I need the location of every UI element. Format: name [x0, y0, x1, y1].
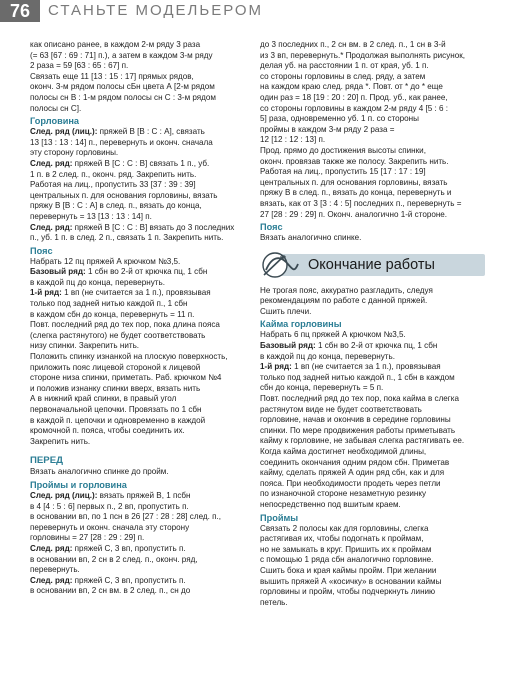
text-line [30, 586, 252, 597]
text-line [260, 199, 485, 210]
armholes-heading: Проймы [260, 512, 299, 523]
text-line: но не замыкать в круг. Пришить их к проймам [260, 544, 432, 554]
finishing-intro [260, 286, 485, 318]
text-line [30, 257, 252, 268]
text-line [30, 278, 252, 289]
row-text: Повт. последний ряд до тех пор, пока кайма в слегка [260, 394, 459, 404]
row-text: соединить окончания одним рядом сбн. Приметав [260, 457, 450, 467]
row-text: только под задней нитью каждой п., 1 сбн в каждом [260, 372, 455, 382]
text-line [260, 362, 485, 373]
row-text: п., уб. 1 п. в след. 2 п., связать 1 п. Закрепить нить. [30, 233, 224, 243]
text-line [30, 576, 252, 587]
text-line [30, 148, 252, 159]
row-text: Набрать 6 пц пряжей А крючком №3,5. [260, 330, 406, 340]
row-text: проймы в каждом 3-м ряду 2 раза = [260, 124, 395, 134]
text-line [30, 267, 252, 278]
row-text: пряжей В [В : С : А], связать [99, 127, 205, 137]
text-line [260, 330, 485, 341]
row-label: След. ряд: [30, 158, 75, 168]
row-text: пряжей С, 3 вп, пропустить п. [74, 575, 186, 585]
row-text: в каждом сбн до конца, перевернуть = 11 п. [30, 309, 195, 319]
text-line [30, 138, 252, 149]
text-line [30, 299, 252, 310]
armholes-neckline-heading: Проймы и горловина [30, 479, 127, 490]
row-label: След. ряд: [30, 222, 75, 232]
row-text: 1 вп (не считается за 1 п.), провязывая [64, 288, 211, 298]
text-line [30, 437, 252, 448]
text-line [30, 491, 252, 502]
finishing-banner [260, 250, 485, 280]
back-intro [30, 40, 252, 114]
front-continued [260, 40, 485, 220]
text-line [260, 61, 485, 72]
text-line [30, 288, 252, 299]
row-text: вязать пряжей В, 1 псбн [99, 490, 191, 500]
row-text: 5] раза, одновременно уб. 1 п. со стороны [260, 114, 419, 124]
row-text: пряжей В [С : С : В] вязать до 3 последних [74, 222, 235, 232]
text-line: (= 63 [67 : 69 : 71] п.), а затем в каждом 3-м ряду [30, 50, 213, 60]
right-column [260, 40, 485, 608]
finishing-banner-title: Окончание работы [308, 256, 435, 273]
text-line [260, 405, 485, 416]
text-line: полосы сн С]. [30, 103, 82, 113]
row-text: делая уб. на расстоянии 1 п. от края, уб. 1 п. [260, 61, 429, 71]
row-text: 1 вп (не считается за 1 п.), провязывая [294, 362, 441, 372]
text-line: Сшить плечи. [260, 306, 312, 316]
text-line [30, 502, 252, 513]
text-line [260, 479, 485, 490]
row-label: След. ряд (лиц.): [30, 490, 100, 500]
row-text: в основании вп, 2 сн вм. в 2 след. п., сн до [30, 586, 191, 596]
row-text: в 4 [4 : 5 : 6] первых п., 2 вп, пропустить п. [30, 501, 189, 511]
row-text: Когда кайма достигнет необходимой длины, [260, 447, 427, 456]
belt-instructions [30, 257, 252, 448]
row-text: центральных п. для основания горловины, вязать [30, 190, 218, 200]
armholes-neckline-instructions [30, 491, 252, 597]
text-line [260, 178, 485, 189]
text-line [260, 458, 485, 469]
neckline-heading: Горловина [30, 116, 80, 127]
text-line [260, 341, 485, 352]
text-line [260, 352, 485, 363]
text-line [30, 212, 252, 223]
row-text: до 3 последних п., 2 сн вм. в 2 след. п., 1 сн в 3-й [260, 40, 446, 49]
text-line: Не трогая пояс, аккуратно разгладить, следуя [260, 285, 433, 295]
row-label: Базовый ряд: [30, 267, 88, 277]
front-heading: ПЕРЕД [30, 455, 63, 467]
text-line: как описано ранее, в каждом 2-м ряду 3 раза [30, 40, 201, 49]
text-line [30, 416, 252, 427]
row-text: эту сторону горловины. [30, 148, 119, 158]
text-line [30, 201, 252, 212]
row-text: один раз = 18 [19 : 20 : 20] п. Прод. уб., как ранее, [260, 92, 448, 102]
row-text: низу спинки. Закрепить нить. [30, 341, 140, 351]
text-line [260, 373, 485, 384]
row-text: со стороны горловины в каждом 2-м ряду 4 [5 : 6 : [260, 103, 449, 113]
row-text: спинки. По мере продвижения работы приметывать [260, 425, 456, 435]
row-text: кайму к горловине, не забывая слегка растягивать ее. [260, 436, 465, 446]
text-line [260, 167, 485, 178]
row-text: перевернуть = 13 [13 : 13 : 14] п. [30, 211, 152, 221]
text-line [30, 320, 252, 331]
neck-border-instructions [260, 330, 485, 510]
front-intro: Вязать аналогично спинке до пройм. [30, 467, 169, 477]
text-line [30, 310, 252, 321]
row-text: пояса. При необходимости продеть через петли [260, 478, 441, 488]
row-text: Повт. последний ряд до тех пор, пока длина пояса [30, 320, 220, 330]
neckline-instructions [30, 127, 252, 244]
text-line: Связать 2 полосы как для горловины, слегка [260, 523, 429, 533]
text-line [30, 191, 252, 202]
text-line [30, 384, 252, 395]
row-text: пряжу В в след. п., вязать до конца, перевернуть и [260, 188, 452, 198]
row-text: 1 сбн во 2-й от крючка пц, 1 сбн [317, 341, 438, 351]
text-line [260, 114, 485, 125]
text-line [30, 223, 252, 234]
text-line: петель. [260, 597, 288, 607]
text-line [30, 544, 252, 555]
row-text: из 3 вп, перевернуть.* Продолжая выполнять рисунок, [260, 50, 466, 60]
magazine-section-title: СТАНЬТЕ МОДЕЛЬЕРОМ [48, 2, 264, 19]
text-line [30, 170, 252, 181]
text-line [30, 533, 252, 544]
text-line [30, 565, 252, 576]
left-column [30, 40, 252, 597]
text-line: растягивая их, чтобы подогнать к проймам, [260, 534, 424, 544]
text-line [30, 233, 252, 244]
row-label: Базовый ряд: [260, 341, 318, 351]
row-text: кромочной п. пояса, чтобы соединить их. [30, 426, 185, 436]
row-text: горловины = 27 [28 : 29 : 29] п. [30, 533, 145, 543]
row-text: в каждой пц до конца, перевернуть. [260, 351, 395, 361]
row-label: 1-й ряд: [260, 362, 295, 372]
row-text: растянутом виде не будет соответствовать [260, 404, 422, 414]
row-text: Прод. прямо до достижения высоты спинки, [260, 145, 426, 155]
row-text: пряжей В [С : С : В] связать 1 п., уб. [74, 158, 210, 168]
row-text: Работая на лиц., пропустить 15 [17 : 17 : 19] [260, 167, 426, 177]
text-line [30, 341, 252, 352]
text-line [30, 363, 252, 374]
text-line [260, 447, 485, 458]
row-text: 13 [13 : 13 : 14] п., перевернуть и оконч. сначала [30, 137, 213, 147]
page-number: 76 [0, 0, 40, 22]
text-line [30, 555, 252, 566]
row-text: пряжей С, 3 вп, пропустить п. [74, 543, 186, 553]
row-text: по изнаночной стороне незаметную резинку [260, 489, 427, 499]
row-text: пряжу В [В : С : А] в след. п., вязать до конца, [30, 201, 202, 211]
row-text: А в нижний край спинки, в правый угол [30, 394, 177, 404]
text-line: Сшить бока и края каймы пройм. При желании [260, 565, 437, 575]
row-text: в основании вп, по 1 псн в 26 [27 : 28 : 28] след. п., [30, 512, 221, 522]
text-line: рекомендациям по работе с данной пряжей. [260, 296, 428, 306]
text-line: полосы сн В : 1-м рядом полосы сн С : 3-м рядом [30, 92, 216, 102]
row-text: в каждой п. цепочки и одновременно в каждой [30, 415, 206, 425]
row-label: 1-й ряд: [30, 288, 65, 298]
row-text: перевернуть и оконч. сначала эту сторону [30, 522, 190, 532]
row-text: сбн до конца, перевернуть = 5 п. [260, 383, 384, 393]
row-text: 1 сбн во 2-й от крючка пц, 1 сбн [87, 267, 208, 277]
text-line: с помощью 1 ряда сбн аналогично горловине. [260, 555, 434, 565]
row-text: 1 п. в 2 след. п., оконч. ряд. Закрепить нить. [30, 169, 197, 179]
row-label: След. ряд: [30, 575, 75, 585]
row-text: приложить пояс лицевой стороной к лицевой [30, 362, 201, 372]
text-line [260, 188, 485, 199]
text-line: оконч. 3-м рядом полосы сБн цвета А [2-м рядом [30, 82, 215, 92]
row-text: первоначальной цепочки. Провязать по 1 сбн [30, 405, 202, 414]
row-text: горловине, начав и окончив в середине горловины [260, 415, 451, 425]
text-line [260, 394, 485, 405]
text-line: Связать еще 11 [13 : 15 : 17] прямых рядов, [30, 71, 194, 81]
row-text: кайму, сделать пряжей А один ряд сбн, как и для [260, 468, 445, 478]
text-line [260, 146, 485, 157]
row-text: Положить спинку изнанкой на плоскую поверхность, [30, 352, 228, 362]
belt-heading-front: Пояс [260, 222, 283, 233]
text-line [30, 426, 252, 437]
text-line [30, 331, 252, 342]
text-line [260, 415, 485, 426]
row-text: Работая на лиц., пропустить 33 [37 : 39 : 39] [30, 180, 196, 190]
row-text: в основании вп, 2 сн в 2 след. п., оконч. ряд, [30, 554, 198, 564]
belt-heading: Пояс [30, 245, 53, 256]
text-line [30, 159, 252, 170]
text-line [260, 383, 485, 394]
row-text: 27 [28 : 29 : 29] п. Оконч. аналогично 1-й стороне. [260, 209, 448, 219]
text-line [30, 180, 252, 191]
text-line [30, 512, 252, 523]
text-line [260, 135, 485, 146]
text-line [260, 436, 485, 447]
row-text: Набрать 12 пц пряжей А крючком №3,5. [30, 256, 181, 266]
text-line [260, 468, 485, 479]
text-line [30, 127, 252, 138]
text-line: вышить пряжей А «косичку» в основании каймы [260, 576, 442, 586]
text-line [30, 523, 252, 534]
row-text: перевернуть. [30, 565, 80, 575]
row-label: След. ряд (лиц.): [30, 127, 100, 137]
text-line [30, 373, 252, 384]
page-header [0, 0, 507, 22]
text-line [260, 125, 485, 136]
text-line: горловины и пройм, чтобы подчеркнуть линию [260, 587, 436, 597]
belt-front-text: Вязать аналогично спинке. [260, 233, 362, 243]
row-text: только под задней нитью каждой п., 1 сбн [30, 299, 188, 309]
needle-thread-icon [260, 250, 300, 280]
text-line [260, 157, 485, 168]
text-line: 2 раза = 59 [63 : 65 : 67] п. [30, 61, 129, 71]
text-line [30, 352, 252, 363]
armholes-instructions [260, 524, 485, 609]
text-line [30, 394, 252, 405]
row-text: в каждой пц до конца, перевернуть. [30, 277, 165, 287]
text-line [260, 82, 485, 93]
text-line [260, 40, 485, 51]
row-text: стороне низа спинки, приметать. Раб. крючком №4 [30, 373, 222, 383]
row-text: 12 [12 : 12 : 13] п. [260, 135, 326, 145]
row-text: оконч. провязав также же полосу. Закрепить нить. [260, 156, 449, 166]
row-text: центральных п. для основания горловины, вязать [260, 177, 448, 187]
row-text: и положив изнанку спинки вверх, вязать нить [30, 383, 201, 393]
row-text: со стороны горловины в след. ряду, а затем [260, 71, 426, 81]
text-line [260, 104, 485, 115]
row-label: След. ряд: [30, 543, 75, 553]
row-text: Закрепить нить. [30, 436, 91, 446]
row-text: на каждом краю след. ряда *. Повт. от * до * еще [260, 82, 443, 92]
text-line [260, 51, 485, 62]
row-text: вязать, как от 3 [3 : 4 : 5] последних п., перевернуть = [260, 198, 462, 208]
neck-border-heading: Кайма горловины [260, 319, 342, 330]
text-line [260, 210, 485, 221]
text-line [260, 489, 485, 500]
text-line [260, 93, 485, 104]
text-line [260, 72, 485, 83]
text-line [260, 500, 485, 511]
row-text: непосредственно под вшитым краем. [260, 499, 401, 509]
text-line [260, 426, 485, 437]
row-text: (слегка растянутого) не будет соответствовать [30, 330, 206, 340]
text-line [30, 405, 252, 416]
